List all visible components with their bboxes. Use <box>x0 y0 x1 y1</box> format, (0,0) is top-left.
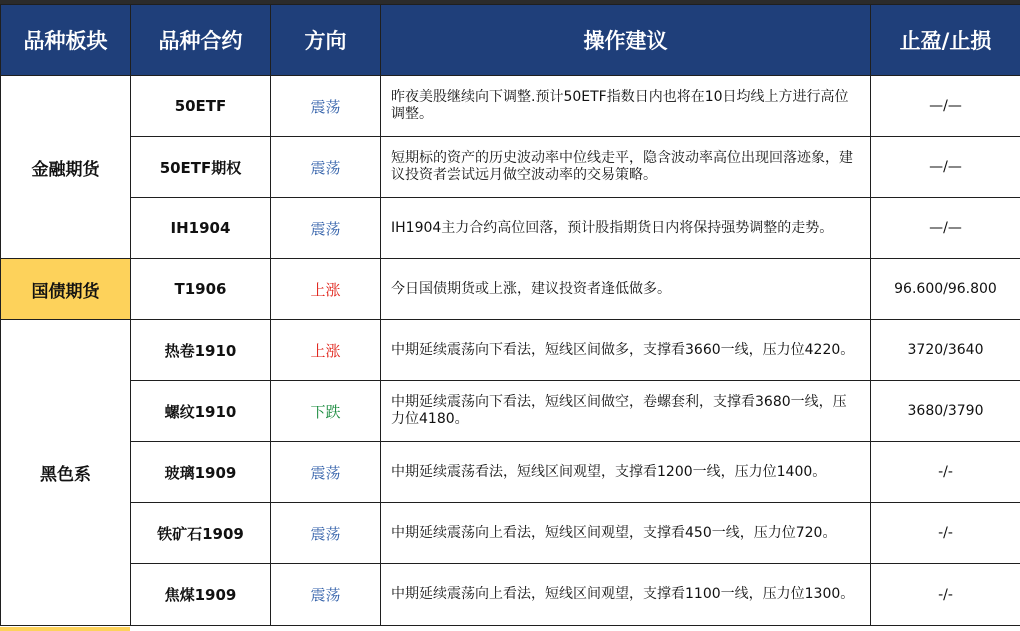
direction-cell: 震荡 <box>271 564 381 626</box>
stop-cell: 96.600/96.800 <box>871 259 1020 320</box>
table-row <box>1 564 1020 626</box>
stop-cell: —/— <box>871 198 1020 259</box>
table-row <box>1 381 1020 442</box>
direction-cell: 震荡 <box>271 137 381 198</box>
header-row <box>1 5 1020 76</box>
stop-cell: -/- <box>871 503 1020 564</box>
contract-cell: T1906 <box>131 259 271 320</box>
suggestion-cell: IH1904主力合约高位回落，预计股指期货日内将保持强势调整的走势。 <box>381 198 871 259</box>
direction-cell: 震荡 <box>271 198 381 259</box>
table-row <box>1 442 1020 503</box>
contract-cell: 玻璃1909 <box>131 442 271 503</box>
table-row <box>1 259 1020 320</box>
contract-cell: 焦煤1909 <box>131 564 271 626</box>
header-stop: 止盈/止损 <box>871 5 1020 76</box>
next-category-edge <box>0 627 130 631</box>
next-row-edge <box>0 627 1020 631</box>
suggestion-cell: 昨夜美股继续向下调整.预计50ETF指数日内也将在10日均线上方进行高位调整。 <box>381 76 871 137</box>
suggestion-cell: 中期延续震荡向下看法，短线区间做空，卷螺套利，支撑看3680一线，压力位4180。 <box>381 381 871 442</box>
header-contract: 品种合约 <box>131 5 271 76</box>
category-cell: 国债期货 <box>1 259 131 320</box>
suggestion-cell: 中期延续震荡向上看法，短线区间观望，支撑看450一线，压力位720。 <box>381 503 871 564</box>
stop-cell: 3720/3640 <box>871 320 1020 381</box>
stop-cell: —/— <box>871 137 1020 198</box>
stop-cell: -/- <box>871 442 1020 503</box>
direction-cell: 下跌 <box>271 381 381 442</box>
strategy-table <box>0 4 1020 626</box>
contract-cell: IH1904 <box>131 198 271 259</box>
header-suggestion: 操作建议 <box>381 5 871 76</box>
table-row <box>1 503 1020 564</box>
suggestion-cell: 今日国债期货或上涨，建议投资者逢低做多。 <box>381 259 871 320</box>
header-category: 品种板块 <box>1 5 131 76</box>
contract-cell: 热卷1910 <box>131 320 271 381</box>
contract-cell: 铁矿石1909 <box>131 503 271 564</box>
stop-cell: 3680/3790 <box>871 381 1020 442</box>
table-row <box>1 137 1020 198</box>
stop-cell: -/- <box>871 564 1020 626</box>
suggestion-cell: 中期延续震荡看法，短线区间观望，支撑看1200一线，压力位1400。 <box>381 442 871 503</box>
direction-cell: 震荡 <box>271 503 381 564</box>
direction-cell: 震荡 <box>271 442 381 503</box>
stop-cell: —/— <box>871 76 1020 137</box>
contract-cell: 螺纹1910 <box>131 381 271 442</box>
category-cell: 金融期货 <box>1 76 131 259</box>
table-row <box>1 76 1020 137</box>
suggestion-cell: 中期延续震荡向下看法，短线区间做多，支撑看3660一线，压力位4220。 <box>381 320 871 381</box>
category-cell: 黑色系 <box>1 320 131 626</box>
contract-cell: 50ETF <box>131 76 271 137</box>
header-direction: 方向 <box>271 5 381 76</box>
suggestion-cell: 中期延续震荡向上看法，短线区间观望，支撑看1100一线，压力位1300。 <box>381 564 871 626</box>
direction-cell: 上涨 <box>271 259 381 320</box>
suggestion-cell: 短期标的资产的历史波动率中位线走平，隐含波动率高位出现回落迹象，建议投资者尝试远月做空波动率的交易策略。 <box>381 137 871 198</box>
direction-cell: 震荡 <box>271 76 381 137</box>
table-row <box>1 320 1020 381</box>
contract-cell: 50ETF期权 <box>131 137 271 198</box>
direction-cell: 上涨 <box>271 320 381 381</box>
table-row <box>1 198 1020 259</box>
